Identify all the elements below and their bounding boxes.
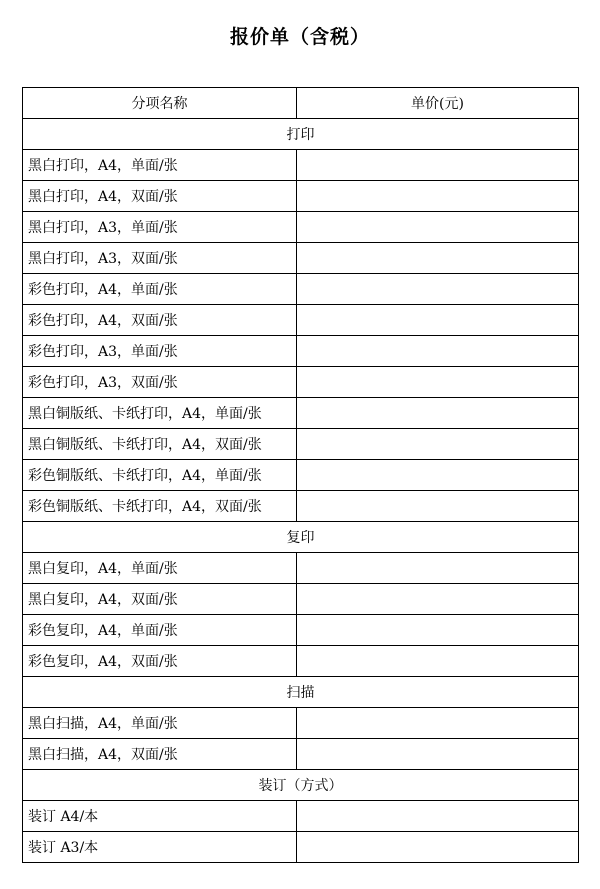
table-row xyxy=(23,398,579,429)
page-title: 报价单（含税） xyxy=(229,26,370,48)
table-row xyxy=(23,615,579,646)
column-header-price: 单价(元) xyxy=(297,88,579,119)
item-name-cell: 黑白打印，A3，双面/张 xyxy=(23,243,297,274)
table-row xyxy=(23,367,579,398)
quote-table xyxy=(22,87,579,863)
table-row xyxy=(23,150,579,181)
item-price-cell[interactable] xyxy=(297,150,579,181)
item-name-cell: 黑白扫描，A4，单面/张 xyxy=(23,708,297,739)
item-name-cell: 黑白铜版纸、卡纸打印，A4，单面/张 xyxy=(23,398,297,429)
item-name-cell: 彩色铜版纸、卡纸打印，A4，双面/张 xyxy=(23,491,297,522)
item-price-cell[interactable] xyxy=(297,646,579,677)
table-row xyxy=(23,491,579,522)
item-price-cell[interactable] xyxy=(297,708,579,739)
item-name-cell: 彩色打印，A4，单面/张 xyxy=(23,274,297,305)
section-title: 打印 xyxy=(23,119,579,150)
item-price-cell[interactable] xyxy=(297,367,579,398)
item-name-cell: 彩色打印，A3，单面/张 xyxy=(23,336,297,367)
item-name-cell: 彩色打印，A4，双面/张 xyxy=(23,305,297,336)
column-header-name: 分项名称 xyxy=(23,88,297,119)
item-price-cell[interactable] xyxy=(297,739,579,770)
table-row xyxy=(23,336,579,367)
table-row xyxy=(23,832,579,863)
table-row xyxy=(23,584,579,615)
item-price-cell[interactable] xyxy=(297,336,579,367)
item-name-cell: 彩色打印，A3，双面/张 xyxy=(23,367,297,398)
item-price-cell[interactable] xyxy=(297,584,579,615)
item-name-cell: 彩色复印，A4，双面/张 xyxy=(23,646,297,677)
table-row xyxy=(23,801,579,832)
item-name-cell: 彩色铜版纸、卡纸打印，A4，单面/张 xyxy=(23,460,297,491)
item-price-cell[interactable] xyxy=(297,491,579,522)
section-row xyxy=(23,770,579,801)
table-row xyxy=(23,460,579,491)
quote-table-body xyxy=(23,119,579,863)
item-price-cell[interactable] xyxy=(297,274,579,305)
item-name-cell: 黑白扫描，A4，双面/张 xyxy=(23,739,297,770)
item-price-cell[interactable] xyxy=(297,832,579,863)
table-row xyxy=(23,708,579,739)
item-name-cell: 彩色复印，A4，单面/张 xyxy=(23,615,297,646)
item-price-cell[interactable] xyxy=(297,460,579,491)
item-name-cell: 黑白复印，A4，双面/张 xyxy=(23,584,297,615)
item-price-cell[interactable] xyxy=(297,553,579,584)
section-row xyxy=(23,522,579,553)
table-row xyxy=(23,243,579,274)
item-price-cell[interactable] xyxy=(297,801,579,832)
table-row xyxy=(23,739,579,770)
item-name-cell: 黑白复印，A4，单面/张 xyxy=(23,553,297,584)
item-price-cell[interactable] xyxy=(297,305,579,336)
table-row xyxy=(23,212,579,243)
section-title: 复印 xyxy=(23,522,579,553)
table-row xyxy=(23,305,579,336)
item-price-cell[interactable] xyxy=(297,615,579,646)
item-name-cell: 黑白铜版纸、卡纸打印，A4，双面/张 xyxy=(23,429,297,460)
section-row xyxy=(23,677,579,708)
section-title: 扫描 xyxy=(23,677,579,708)
item-name-cell: 黑白打印，A4，双面/张 xyxy=(23,181,297,212)
item-name-cell: 装订 A4/本 xyxy=(23,801,297,832)
item-name-cell: 黑白打印，A3，单面/张 xyxy=(23,212,297,243)
section-row xyxy=(23,119,579,150)
item-price-cell[interactable] xyxy=(297,212,579,243)
item-price-cell[interactable] xyxy=(297,243,579,274)
table-row xyxy=(23,429,579,460)
table-row xyxy=(23,553,579,584)
table-row xyxy=(23,646,579,677)
table-row xyxy=(23,181,579,212)
item-name-cell: 装订 A3/本 xyxy=(23,832,297,863)
item-price-cell[interactable] xyxy=(297,398,579,429)
header-row xyxy=(23,88,579,119)
section-title: 装订（方式） xyxy=(23,770,579,801)
table-row xyxy=(23,274,579,305)
item-price-cell[interactable] xyxy=(297,429,579,460)
item-name-cell: 黑白打印，A4，单面/张 xyxy=(23,150,297,181)
item-price-cell[interactable] xyxy=(297,181,579,212)
